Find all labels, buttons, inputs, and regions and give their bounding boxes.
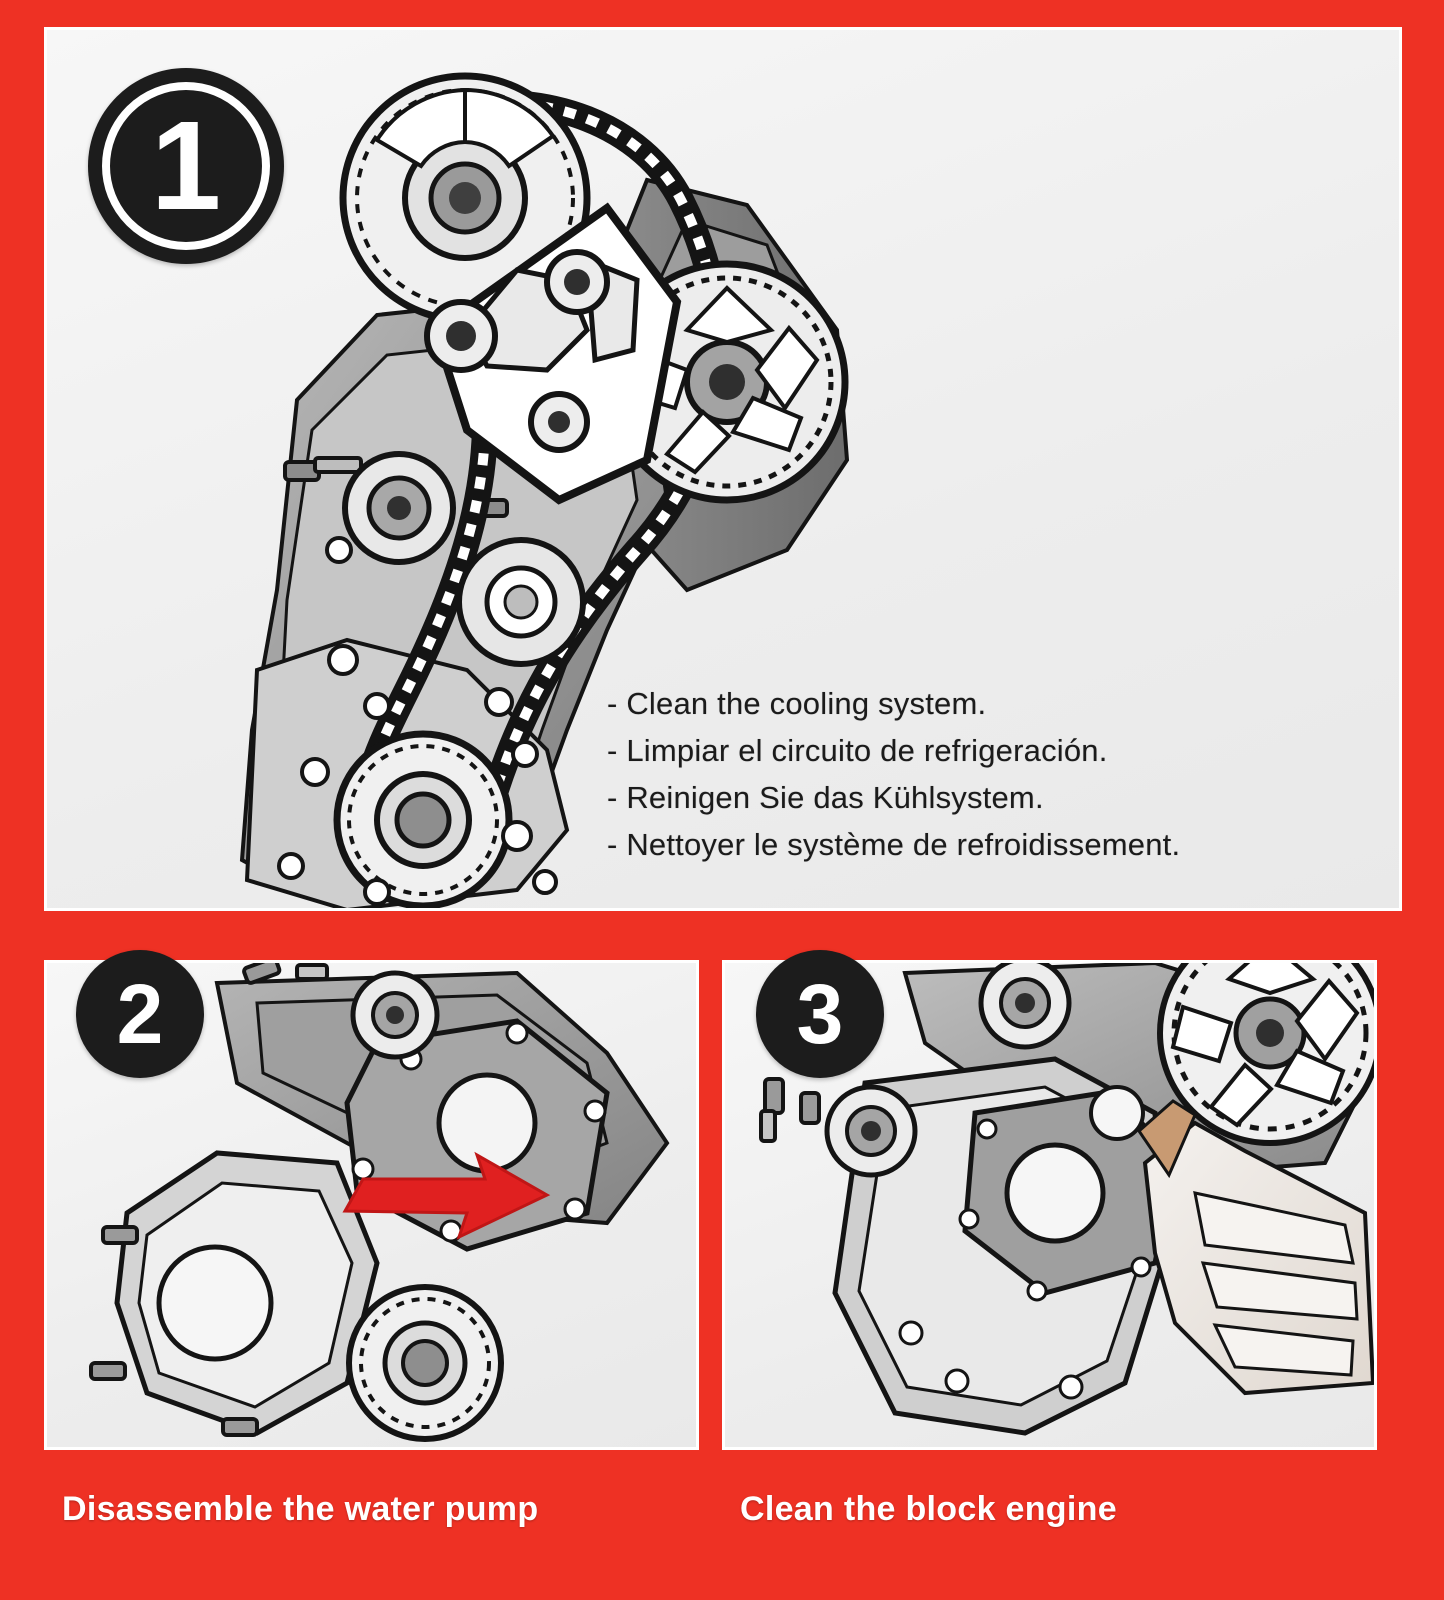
step-3-caption: Clean the block engine [740, 1490, 1117, 1528]
instruction-line-fr: - Nettoyer le système de refroidissement. [607, 827, 1181, 863]
step-1-instruction-list [607, 680, 1367, 868]
step-3-badge [756, 950, 884, 1078]
step-2-caption: Disassemble the water pump [62, 1490, 539, 1528]
step-1-number: 1 [150, 95, 222, 236]
step-2-badge [76, 950, 204, 1078]
instruction-line-es: - Limpiar el circuito de refrigeración. [607, 733, 1108, 769]
instruction-line-de: - Reinigen Sie das Kühlsystem. [607, 780, 1044, 816]
step-1-badge [88, 68, 284, 264]
instruction-line-en: - Clean the cooling system. [607, 686, 987, 721]
step-2-number: 2 [116, 967, 164, 1061]
step-3-number: 3 [796, 967, 844, 1061]
